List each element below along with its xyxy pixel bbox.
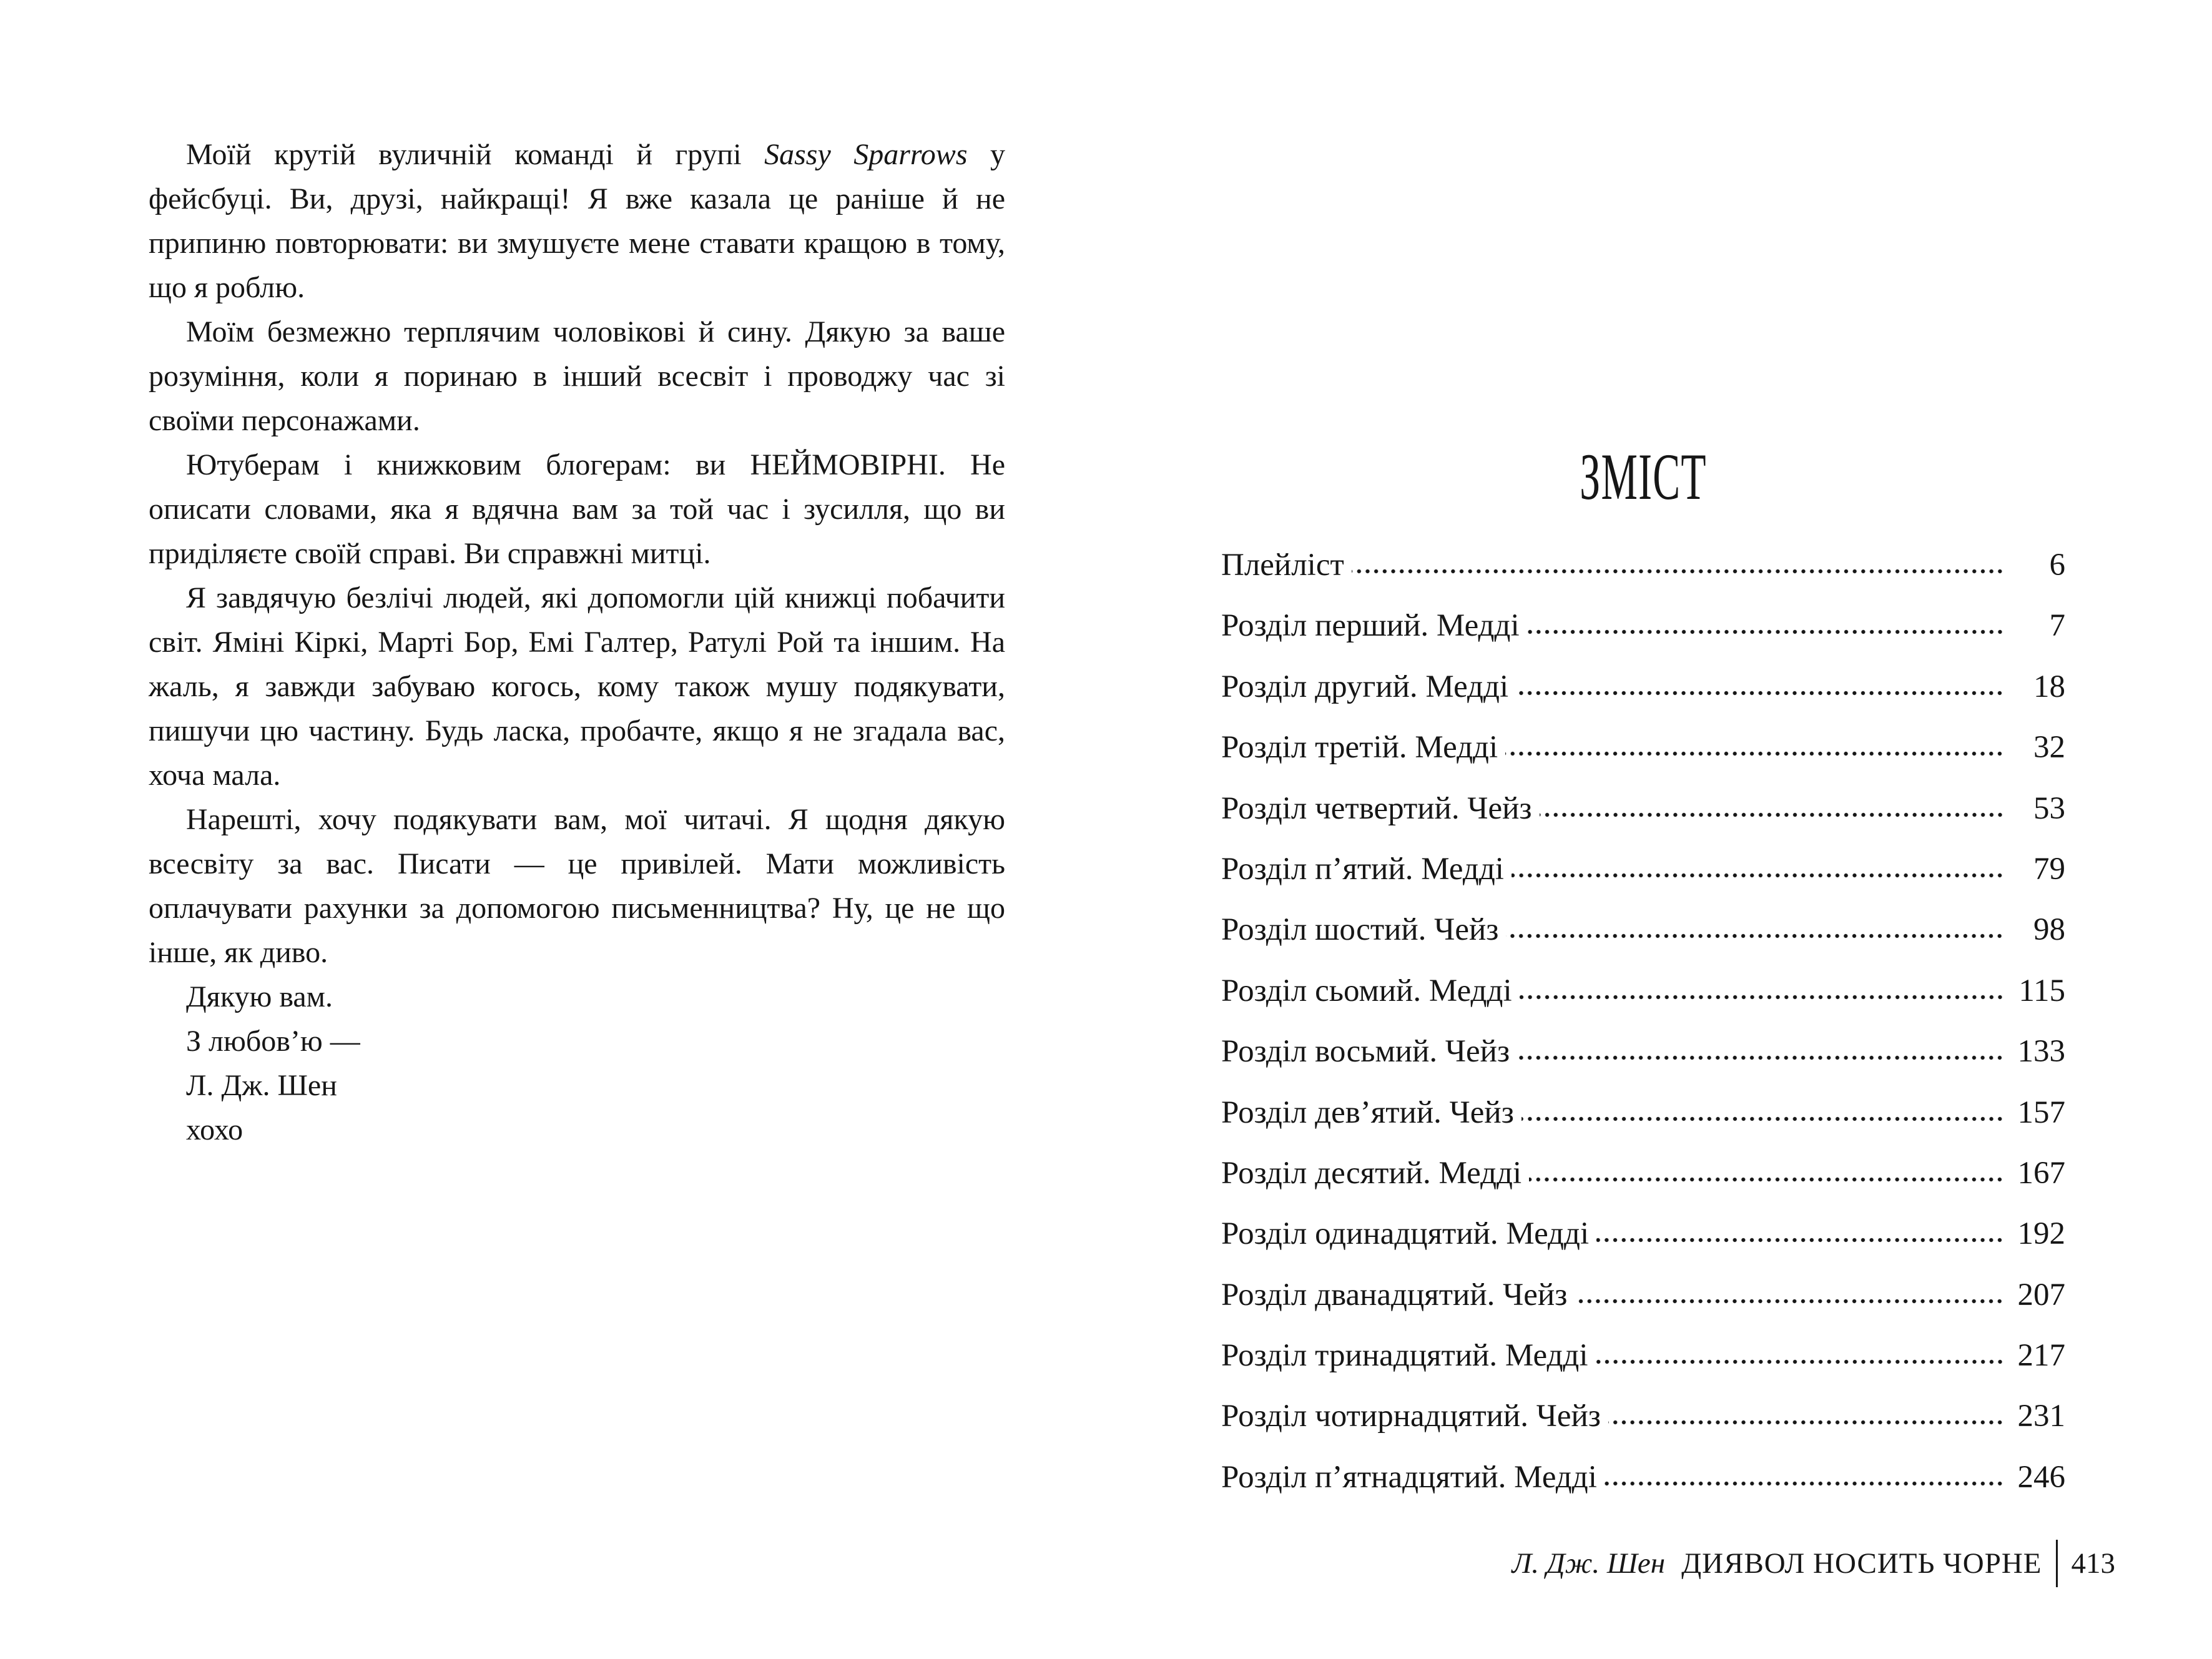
toc-entry [1221,1204,2065,1264]
text-run: Л. Дж. Шен [186,1069,337,1102]
toc-entry-label: Розділ третій. Медді [1221,730,1498,766]
toc-entry-label: Розділ другий. Медді [1221,669,1509,704]
text-run: хохо [186,1113,243,1146]
toc-entry [1221,1326,2065,1386]
toc-entry [1221,900,2065,960]
paragraph [149,1063,1005,1108]
toc-entry-page-number: 7 [2049,608,2065,644]
toc-entry [1221,657,2065,717]
toc-entry [1221,1265,2065,1326]
toc-entry [1221,961,2065,1021]
toc-entry-label: Розділ четвертий. Чейз [1221,790,1532,826]
dot-leader [1527,628,2004,636]
toc-entry-page-number: 98 [2033,912,2065,948]
toc-entry-page-number: 207 [2017,1277,2065,1312]
dot-leader [1512,872,2004,879]
toc-title: ЗМІСТ [1580,440,1707,513]
toc-entry-page-number: 53 [2033,790,2065,826]
toc-entry-label: Плейліст [1221,548,1344,583]
toc-entry [1221,1021,2065,1082]
text-run: Дякую вам. [186,980,333,1013]
toc-entry-page-number: 133 [2017,1034,2065,1070]
text-run: Я завдячую безлічі людей, які допомогли цій книжці побачити світ. Яміні Кіркі, Марті Бор, Емі Галтер, Ратулі Рой та іншим. На жаль, я завжди забуваю когось, кому також мушу подякувати, пишучи цю частину. Будь ласка, пробачте, якщо я не згадала вас, хоча мала. [149,581,1005,792]
text-run: Нарешті, хочу подякувати вам, мої читачі. Я щодня дякую всесвіту за вас. Писати — це привілей. Мати можливість оплачувати рахунки за допомогою письменництва? Ну, це не що інше, як диво. [149,803,1005,969]
dot-leader [1605,1480,2004,1487]
toc-entry-label: Розділ тринадцятий. Медді [1221,1338,1588,1374]
text-run: Моїм безмежно терплячим чоловікові й сину. Дякую за ваше розуміння, коли я поринаю в інший всесвіт і проводжу час зі своїми персонажами. [149,315,1005,437]
toc-entry-page-number: 157 [2017,1095,2065,1130]
toc-entry-label: Розділ десятий. Медді [1221,1155,1522,1191]
dot-leader [1352,568,2004,575]
toc-entry-page-number: 79 [2033,851,2065,887]
toc-entry-page-number: 32 [2033,730,2065,766]
toc-entry-label: Розділ перший. Медді [1221,608,1520,644]
toc-entry-label: Розділ сьомий. Медді [1221,973,1512,1008]
paragraph [149,1108,1005,1152]
toc-list [1221,535,2065,1508]
dot-leader [1608,1419,2004,1426]
paragraph [149,797,1005,975]
dot-leader [1529,1176,2004,1183]
toc-entry [1221,717,2065,778]
dot-leader [1505,750,2004,757]
toc-entry-label: Розділ дванадцятий. Чейз [1221,1277,1568,1312]
dot-leader [1540,811,2004,819]
toc-entry [1221,1083,2065,1143]
toc-entry-page-number: 18 [2033,669,2065,704]
paragraph [149,310,1005,443]
acknowledgments-page [149,132,1005,1152]
toc-entry-page-number: 192 [2017,1216,2065,1252]
toc-entry-page-number: 115 [2018,973,2065,1008]
dot-leader [1521,1115,2004,1123]
text-run: у фейсбуці. Ви, друзі, найкращі! Я вже казала це раніше й не припиню повторювати: ви змушуєте мене ставати кращою в тому, що я роблю. [149,138,1006,304]
toc-entry-page-number: 6 [2049,548,2065,583]
dot-leader [1596,1236,2004,1244]
dot-leader [1596,1358,2004,1366]
toc-entry-label: Розділ чотирнадцятий. Чейз [1221,1399,1601,1434]
toc-entry-label: Розділ шостий. Чейз [1221,912,1499,948]
dot-leader [1516,689,2004,697]
toc-entry [1221,596,2065,656]
footer-book-title: ДИЯВОЛ НОСИТЬ ЧОРНЕ [1681,1547,2042,1580]
toc-entry [1221,1143,2065,1204]
toc-entry-label: Розділ п’ятий. Медді [1221,851,1504,887]
footer-author: Л. Дж. Шен [1512,1547,1666,1580]
toc-entry [1221,779,2065,839]
acknowledgments-text [149,132,1005,1152]
dot-leader [1506,932,2004,940]
footer-page-number: 413 [2071,1547,2115,1580]
toc-entry-page-number: 231 [2017,1399,2065,1434]
paragraph [149,576,1005,797]
paragraph [149,1019,1005,1063]
footer-divider-rule [2056,1540,2058,1587]
toc-entry [1221,839,2065,900]
toc-entry-page-number: 217 [2017,1338,2065,1374]
toc-entry [1221,535,2065,596]
paragraph [149,132,1005,310]
dot-leader [1517,1054,2004,1061]
text-run: Моїй крутій вуличній команді й групі [186,138,765,171]
toc-entry-label: Розділ восьмий. Чейз [1221,1034,1510,1070]
paragraph [149,443,1005,576]
dot-leader [1575,1297,2004,1305]
toc-entry-label: Розділ одинадцятий. Медді [1221,1216,1590,1252]
toc-page [1221,0,2065,1659]
text-run: Ютуберам і книжковим блогерам: ви НЕЙМОВІРНІ. Не описати словами, яка я вдячна вам за той час і зусилля, що ви приділяєте своїй справі. Ви справжні митці. [149,448,1005,570]
paragraph [149,975,1005,1019]
italic-text-run: Sassy Sparrows [764,138,968,171]
text-run: З любов’ю — [186,1025,360,1058]
toc-entry-page-number: 246 [2017,1459,2065,1495]
toc-entry-page-number: 167 [2017,1155,2065,1191]
toc-entry [1221,1386,2065,1447]
dot-leader [1520,993,2004,1001]
running-footer [1512,1537,2115,1590]
toc-entry-label: Розділ п’ятнадцятий. Медді [1221,1459,1597,1495]
toc-entry [1221,1447,2065,1508]
toc-entry-label: Розділ дев’ятий. Чейз [1221,1095,1514,1130]
